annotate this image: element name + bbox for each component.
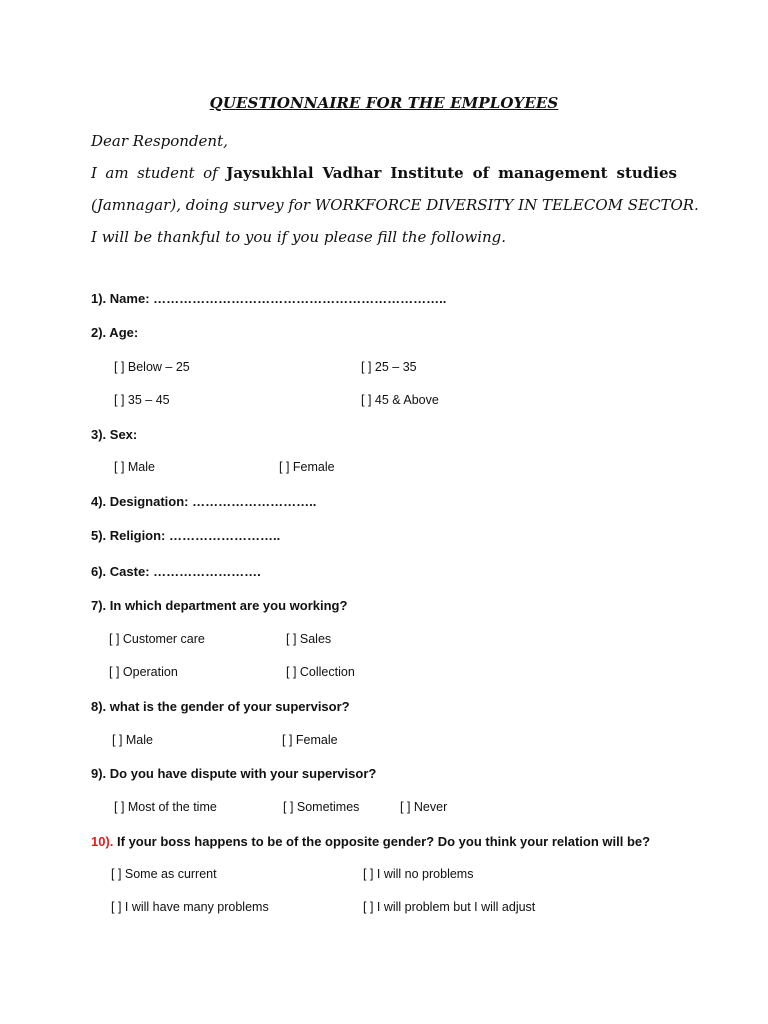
option-relation-many-problems[interactable]: [ ] I will have many problems — [111, 900, 269, 914]
option-dispute-sometimes[interactable]: [ ] Sometimes — [283, 800, 360, 814]
option-relation-same[interactable]: [ ] Some as current — [111, 867, 217, 881]
intro-line-1-lead: I am student of — [91, 164, 227, 182]
intro-line-3: I will be thankful to you if you please fill the following. — [91, 228, 507, 246]
option-dept-sales[interactable]: [ ] Sales — [286, 632, 332, 646]
question-caste[interactable]: 6). Caste: ……………………. — [91, 564, 261, 579]
question-10-number: 10). — [91, 834, 114, 849]
question-age: 2). Age: — [91, 325, 139, 340]
intro-line-1 — [91, 164, 677, 182]
option-relation-adjust[interactable]: [ ] I will problem but I will adjust — [363, 900, 536, 914]
option-dept-customer-care[interactable]: [ ] Customer care — [109, 632, 205, 646]
option-age-35-45[interactable]: [ ] 35 – 45 — [114, 393, 170, 407]
option-age-25-35[interactable]: [ ] 25 – 35 — [361, 360, 417, 374]
option-age-below-25[interactable]: [ ] Below – 25 — [114, 360, 190, 374]
question-department: 7). In which department are you working? — [91, 598, 348, 613]
question-supervisor-gender: 8). what is the gender of your supervisor? — [91, 699, 350, 714]
question-religion[interactable]: 5). Religion: …………………….. — [91, 528, 281, 543]
option-sex-male[interactable]: [ ] Male — [114, 460, 155, 474]
option-dept-operation[interactable]: [ ] Operation — [109, 665, 178, 679]
institute-name: Jaysukhlal Vadhar Institute of management studies — [226, 164, 677, 182]
page-title: QUESTIONNAIRE FOR THE EMPLOYEES — [209, 94, 559, 112]
question-name[interactable]: 1). Name: ………………………………………………………….. — [91, 291, 447, 306]
option-dispute-most[interactable]: [ ] Most of the time — [114, 800, 217, 814]
question-dispute: 9). Do you have dispute with your supervisor? — [91, 766, 377, 781]
question-sex: 3). Sex: — [91, 427, 138, 442]
question-designation[interactable]: 4). Designation: ……………………….. — [91, 494, 317, 509]
question-opposite-gender — [91, 834, 650, 849]
option-supervisor-female[interactable]: [ ] Female — [282, 733, 338, 747]
option-dept-collection[interactable]: [ ] Collection — [286, 665, 355, 679]
option-age-45-above[interactable]: [ ] 45 & Above — [361, 393, 439, 407]
option-dispute-never[interactable]: [ ] Never — [400, 800, 448, 814]
option-supervisor-male[interactable]: [ ] Male — [112, 733, 153, 747]
option-relation-no-problems[interactable]: [ ] I will no problems — [363, 867, 474, 881]
question-10-text: If your boss happens to be of the opposite gender? Do you think your relation will be? — [113, 834, 651, 849]
intro-line-2: (Jamnagar), doing survey for WORKFORCE DIVERSITY IN TELECOM SECTOR. — [91, 196, 699, 214]
salutation: Dear Respondent, — [91, 132, 228, 150]
option-sex-female[interactable]: [ ] Female — [279, 460, 335, 474]
